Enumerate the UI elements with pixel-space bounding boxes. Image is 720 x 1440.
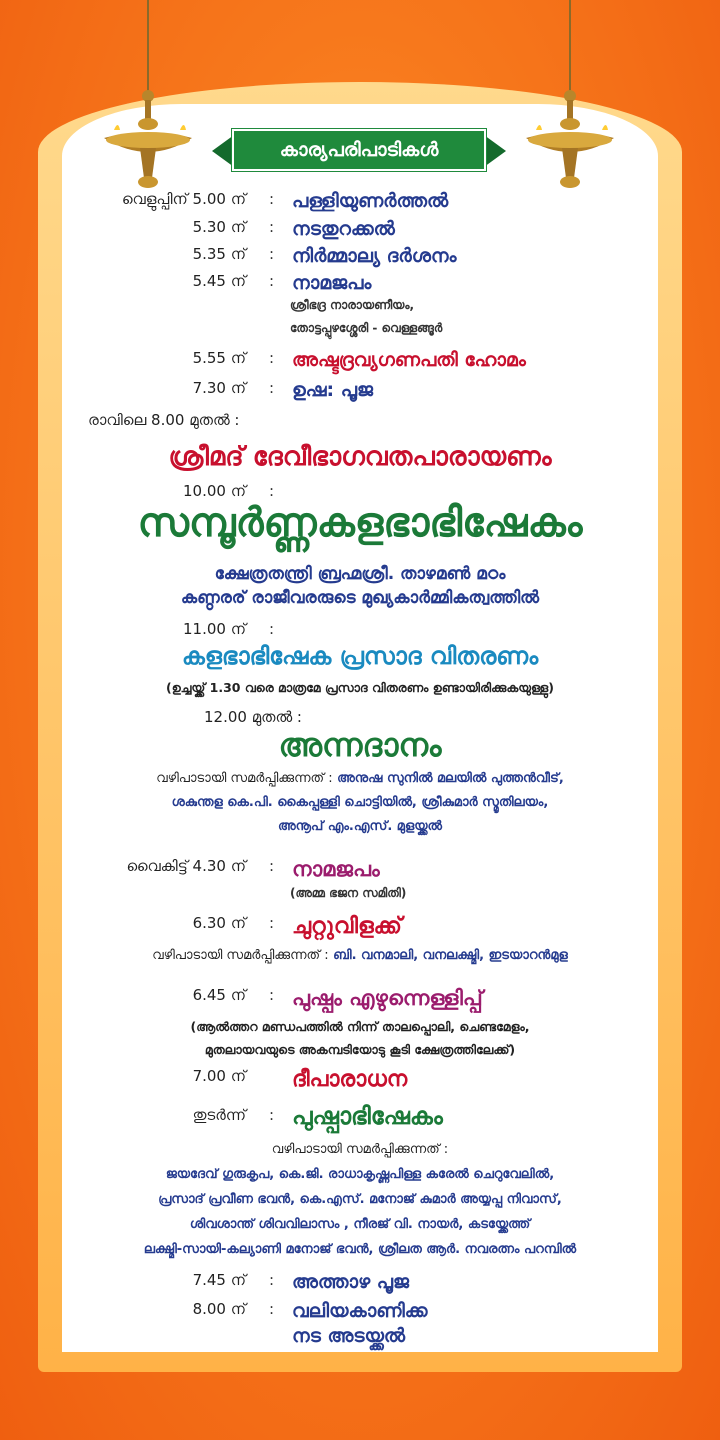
time: 7.00 ന് [192, 1067, 246, 1085]
event-name: നടതുറക്കൽ [292, 218, 395, 240]
event-detail: തോട്ടപ്പുഴശ്ശേരി - വെള്ളങ്ങൂർ [290, 321, 443, 335]
time: രാവിലെ 8.00 മുതൽ : [88, 411, 240, 429]
time: തുടർന്ന് [192, 1106, 246, 1124]
schedule-row: 10.00 ന് : [183, 482, 275, 500]
event-name: നട അടയ്ക്കൽ [292, 1325, 406, 1347]
page-title: കാര്യപരിപാടികൾ [279, 139, 439, 161]
event-detail: ക്ഷേത്രതന്ത്രി ബ്രഹ്മശ്രീ. താഴമൺ മഠം [214, 564, 506, 584]
donor-line: ശകുന്തള കെ.പി. കൈപ്പള്ളി ചൊട്ടിയിൽ, ശ്രീകുമാർ സ്മൃതിലയം, [171, 795, 549, 810]
schedule-row: 7.30 ന് : ഉഷ: പൂജ [192, 379, 373, 401]
time: 11.00 ന് [183, 620, 246, 638]
event-name: പള്ളിയുണർത്തൽ [292, 190, 449, 212]
time: 8.00 ന് [192, 1300, 246, 1318]
donor-label: വഴിപാടായി സമർപ്പിക്കുന്നത് : [152, 948, 329, 963]
donor-label: വഴിപാടായി സമർപ്പിക്കുന്നത് : [271, 1142, 449, 1157]
time: വെളുപ്പിന് 5.00 ന് [121, 190, 246, 208]
time: വൈകിട്ട് 4.30 ന് [126, 857, 246, 875]
donor-line: ലക്ഷ്മി-സായി-കല്യാണി മനോജ് ഭവൻ, ശ്രീലത ആർ. നവരത്നം പറമ്പിൽ [143, 1242, 577, 1257]
event-name: പുഷ്പം എഴുന്നെള്ളിപ്പ് [292, 986, 483, 1010]
donor-line: ശിവശാന്ത് ശിവവിലാസം , നീരജ് വി. നായർ, കടയ്ക്കേത്ത് [189, 1217, 531, 1232]
donor-line [62, 948, 658, 963]
event-name: വലിയകാണിക്ക [292, 1300, 428, 1322]
event-name: നാമജപം [292, 272, 372, 294]
donor-names: അനുഷ സുനിൽ മലയിൽ പുത്തൻവീട്, [337, 771, 564, 786]
time: 5.55 ന് [192, 349, 246, 367]
event-note: മുതലായവയുടെ അകമ്പടിയോടു കൂടി ക്ഷേത്രത്തിലേക്ക്) [204, 1042, 516, 1057]
event-name: അന്നദാനം [278, 726, 442, 764]
schedule-row: 5.30 ന് : നടതുറക്കൽ [192, 218, 395, 240]
donor-names: ബി. വനമാലി, വനലക്ഷ്മി, ഇടയാറൻമുള [333, 948, 568, 963]
time: 7.30 ന് [192, 379, 246, 397]
donor-line: പ്രസാദ് പ്രവീണ ഭവൻ, കെ.എസ്. മനോജ് കുമാർ അയ്യപ്പ നിവാസ്, [158, 1192, 562, 1207]
donor-line [62, 771, 658, 786]
time: 7.45 ന് [192, 1271, 246, 1289]
schedule-row: 6.30 ന് : ചുറ്റുവിളക്ക് [192, 914, 402, 939]
event-name: നിർമ്മാല്യ ദർശനം [292, 245, 457, 267]
time: 5.45 ന് [192, 272, 246, 290]
event-note: (ഉച്ചയ്ക്ക് 1.30 വരെ മാത്രമേ പ്രസാദ വിതരണം ഉണ്ടായിരിക്കുകയുള്ളു) [165, 680, 555, 695]
time: 10.00 ന് [183, 482, 246, 500]
schedule-row: 6.45 ന് : പുഷ്പം എഴുന്നെള്ളിപ്പ് [192, 986, 483, 1010]
donor-line: ജയദേവ് ഗുരുകൃപ, കെ.ജി. രാധാകൃഷ്ണപിള്ള കരേൽ ചെറുവേലിൽ, [165, 1167, 555, 1182]
event-name: ശ്രീമദ് ദേവീഭാഗവതപാരായണം [168, 442, 552, 472]
schedule-row [0, 1325, 720, 1351]
event-detail: (അമ്മ ഭജന സമിതി) [290, 886, 407, 900]
schedule-row: തുടർന്ന് : പുഷ്പാഭിഷേകം [192, 1102, 443, 1130]
event-name: ഉഷ: പൂജ [292, 379, 373, 401]
event-note: (ആൽത്തറ മണ്ഡപത്തിൽ നിന്ന് താലപ്പൊലി, ചെണ്ടമേളം, [190, 1019, 530, 1034]
event-name: സമ്പൂർണ്ണകളഭാഭിഷേകം [137, 500, 583, 546]
schedule-row: 5.35 ന് : നിർമ്മാല്യ ദർശനം [192, 245, 457, 267]
donor-line: അനൂപ് എം.എസ്. മുളയ്ക്കൽ [277, 819, 443, 834]
schedule-row [0, 1067, 720, 1093]
schedule-row: 7.45 ന് : അത്താഴ പൂജ [192, 1271, 409, 1293]
time: 6.45 ന് [192, 986, 246, 1004]
schedule-row: വെളുപ്പിന് 5.00 ന് : പള്ളിയുണർത്തൽ [121, 190, 449, 212]
schedule-row: 8.00 ന് : വലിയകാണിക്ക [192, 1300, 428, 1322]
event-name: ദീപാരാധന [292, 1067, 408, 1092]
event-name: പുഷ്പാഭിഷേകം [292, 1102, 443, 1130]
donor-label: വഴിപാടായി സമർപ്പിക്കുന്നത് : [156, 771, 333, 786]
time: 6.30 ന് [192, 914, 246, 932]
schedule-row: വൈകിട്ട് 4.30 ന് : നാമജപം [126, 857, 380, 881]
time: 5.35 ന് [192, 245, 246, 263]
event-detail: ശ്രീഭദ്ര നാരായണീയം, [290, 298, 415, 312]
event-name: അത്താഴ പൂജ [292, 1271, 409, 1293]
time: 12.00 മുതൽ : [204, 708, 302, 726]
event-name: നാമജപം [292, 857, 380, 881]
event-name: അഷ്ടദ്രവ്യഗണപതി ഹോമം [292, 349, 526, 371]
event-detail: കണ്ഠരര് രാജീവരരുടെ മുഖ്യകാർമ്മികത്വത്തിൽ [180, 588, 540, 608]
schedule-row: 5.45 ന് : നാമജപം [192, 272, 372, 294]
time: 5.30 ന് [192, 218, 246, 236]
schedule-row: 11.00 ന് : [183, 620, 275, 638]
schedule-row: 5.55 ന് : അഷ്ടദ്രവ്യഗണപതി ഹോമം [192, 349, 526, 371]
event-name: കളഭാഭിഷേക പ്രസാദ വിതരണം [181, 642, 539, 670]
event-name: ചുറ്റുവിളക്ക് [292, 914, 402, 939]
